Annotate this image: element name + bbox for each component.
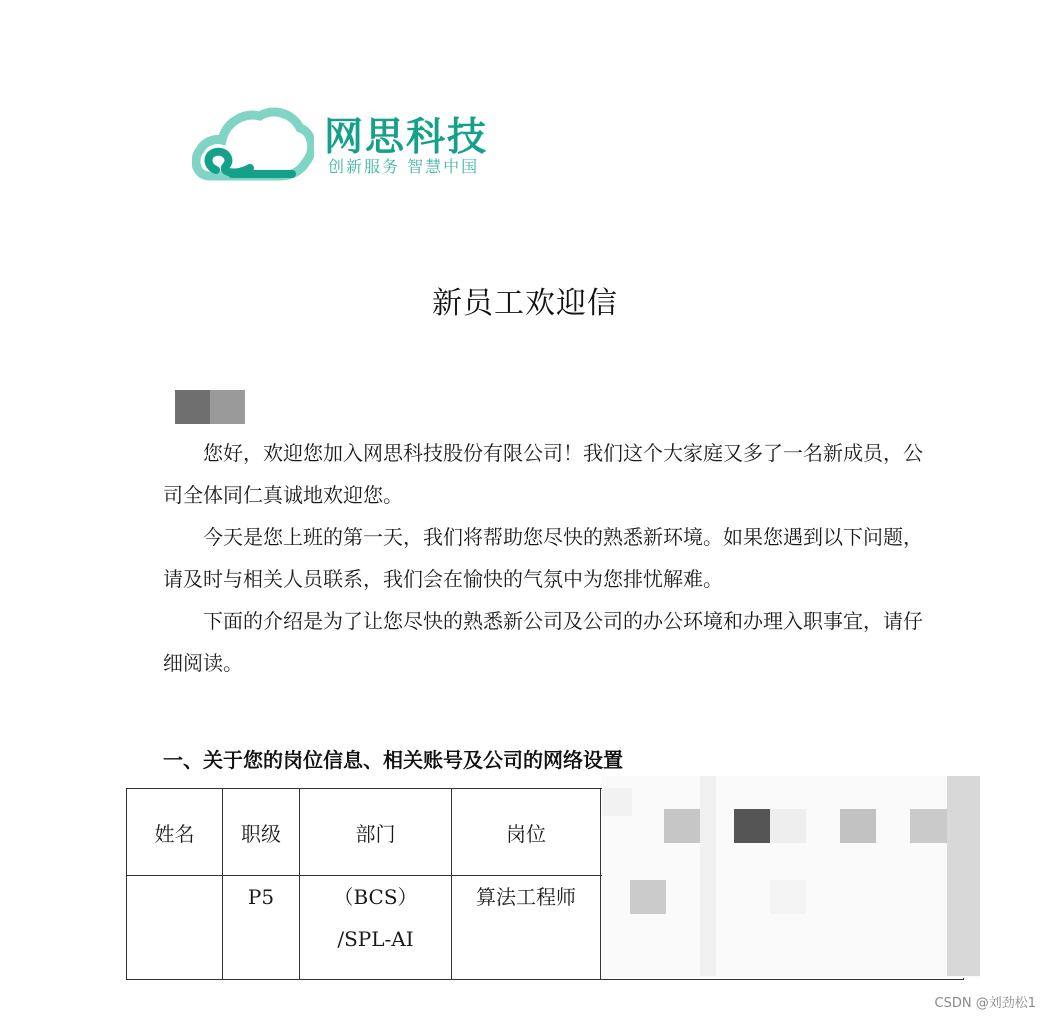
csdn-watermark: CSDN @刘劲松1: [934, 996, 1036, 1011]
header-level: 职级: [223, 789, 300, 876]
letter-body: [163, 432, 923, 684]
cell-name-redacted: [127, 876, 223, 980]
page-title: 新员工欢迎信: [432, 286, 618, 321]
department-line: （BCS）: [333, 885, 418, 909]
company-name: 网思科技: [324, 115, 489, 160]
header-position: 岗位: [452, 789, 601, 876]
letter-paragraph: 您好，欢迎您加入网思科技股份有限公司！我们这个大家庭又多了一名新成员，公司全体同仁真诚地欢迎您。: [163, 441, 923, 507]
company-slogan: 创新服务 智慧中国: [328, 157, 480, 176]
header-department: 部门: [300, 789, 452, 876]
letter-paragraph: 下面的介绍是为了让您尽快的熟悉新公司及公司的办公环境和办理入职事宜，请仔细阅读。: [163, 609, 923, 675]
cell-level: P5: [223, 876, 300, 980]
redacted-table-region: [602, 776, 980, 978]
company-logo: [192, 100, 532, 190]
department-line: /SPL-AI: [337, 927, 414, 951]
redacted-recipient-name: [175, 390, 245, 424]
section-heading: 一、关于您的岗位信息、相关账号及公司的网络设置: [163, 748, 623, 772]
cloud-logo-icon: [192, 104, 314, 184]
cell-department: [300, 876, 452, 980]
cell-position: 算法工程师: [452, 876, 601, 980]
letter-paragraph: 今天是您上班的第一天，我们将帮助您尽快的熟悉新环境。如果您遇到以下问题，请及时与相关人员联系，我们会在愉快的气氛中为您排忧解难。: [163, 525, 923, 591]
header-name: 姓名: [127, 789, 223, 876]
